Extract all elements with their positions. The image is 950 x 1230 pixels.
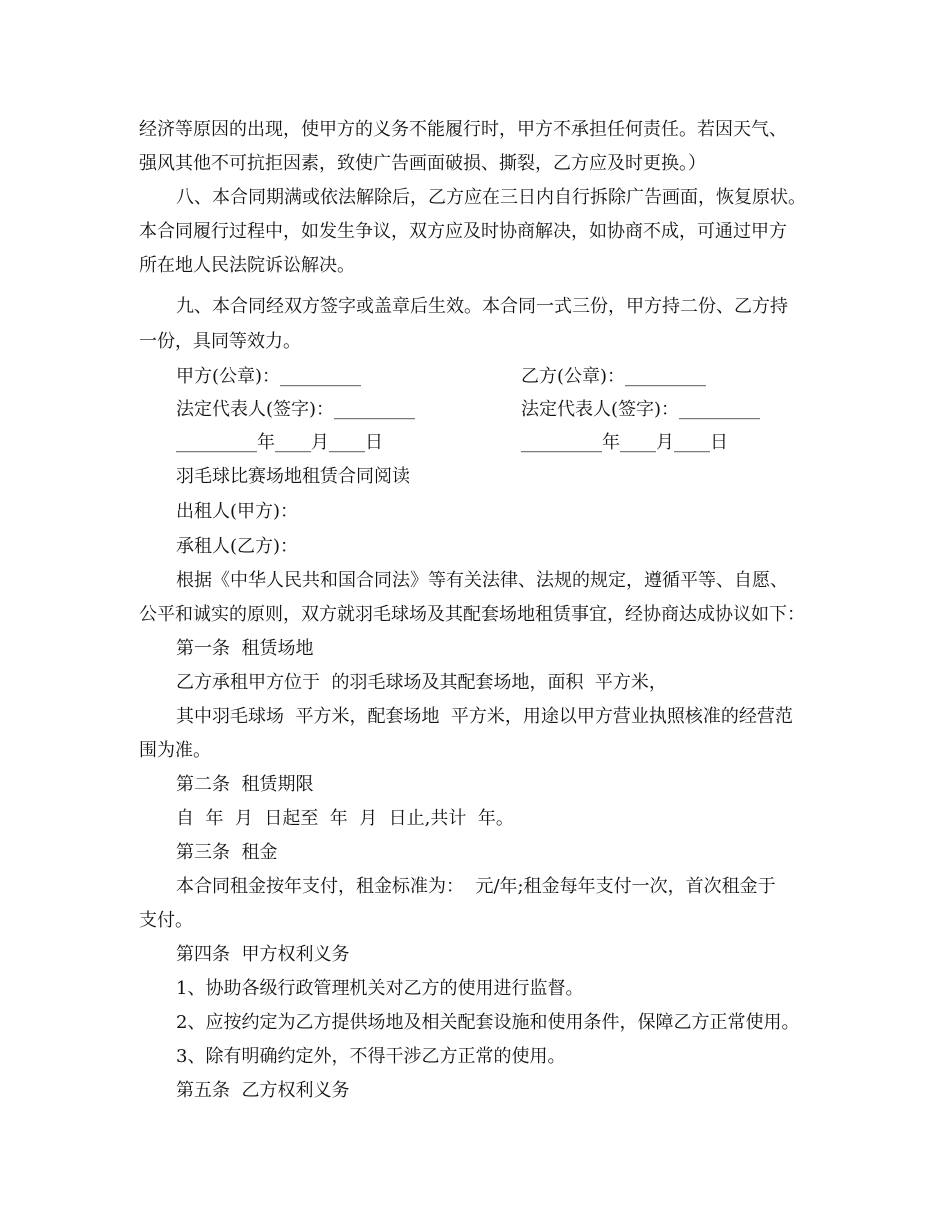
party-a-date: _________年____月____日	[176, 432, 383, 453]
article-heading: 第一条 租赁场地	[176, 638, 314, 659]
article-heading: 第二条 租赁期限	[176, 774, 314, 795]
text-line: 围为准。	[139, 740, 211, 761]
text-line: 1、协助各级行政管理机关对乙方的使用进行监督。	[176, 978, 584, 999]
text-line: 3、除有明确约定外，不得干涉乙方正常的使用。	[176, 1046, 566, 1067]
party-b-representative: 法定代表人(签字)：_________	[521, 399, 761, 420]
party-a-representative: 法定代表人(签字)：_________	[176, 399, 416, 420]
text-line: 本合同履行过程中，如发生争议，双方应及时协商解决，如协商不成，可通过甲方	[139, 221, 787, 242]
lessee-line: 承租人(乙方)：	[176, 536, 299, 557]
lessor-line: 出租人(甲方)：	[176, 501, 299, 522]
party-a-seal: 甲方(公章)：_________	[176, 366, 362, 387]
text-line: 强风其他不可抗拒因素，致使广告画面破损、撕裂，乙方应及时更换。）	[139, 153, 706, 174]
text-line: 根据《中华人民共和国合同法》等有关法律、法规的规定，遵循平等、自愿、	[176, 570, 788, 591]
article-heading: 第三条 租金	[176, 842, 278, 863]
text-line: 公平和诚实的原则，双方就羽毛球场及其配套场地租赁事宜，经协商达成协议如下：	[139, 604, 805, 625]
article-heading: 第五条 乙方权利义务	[176, 1080, 350, 1101]
text-line: 乙方承租甲方位于 的羽毛球场及其配套场地，面积 平方米，	[176, 672, 667, 693]
text-line: 自 年 月 日起至 年 月 日止,共计 年。	[176, 808, 514, 829]
article-heading: 第四条 甲方权利义务	[176, 944, 350, 965]
party-b-seal: 乙方(公章)：_________	[521, 366, 707, 387]
text-line: 九、本合同经双方签字或盖章后生效。本合同一式三份，甲方持二份、乙方持	[176, 296, 788, 317]
text-line: 一份，具同等效力。	[139, 331, 301, 352]
text-line: 经济等原因的出现，使甲方的义务不能履行时，甲方不承担任何责任。若因天气、	[139, 119, 787, 140]
contract-title: 羽毛球比赛场地租赁合同阅读	[176, 466, 410, 487]
text-line: 其中羽毛球场 平方米，配套场地 平方米，用途以甲方营业执照核准的经营范	[176, 706, 793, 727]
text-line: 本合同租金按年支付，租金标准为： 元/年;租金每年支付一次，首次租金于	[176, 876, 776, 897]
party-b-date: _________年____月____日	[521, 432, 728, 453]
text-line: 2、应按约定为乙方提供场地及相关配套设施和使用条件，保障乙方正常使用。	[176, 1012, 800, 1033]
text-line: 八、本合同期满或依法解除后，乙方应在三日内自行拆除广告画面，恢复原状。	[176, 187, 806, 208]
text-line: 所在地人民法院诉讼解决。	[139, 255, 355, 276]
text-line: 支付。	[139, 910, 193, 931]
